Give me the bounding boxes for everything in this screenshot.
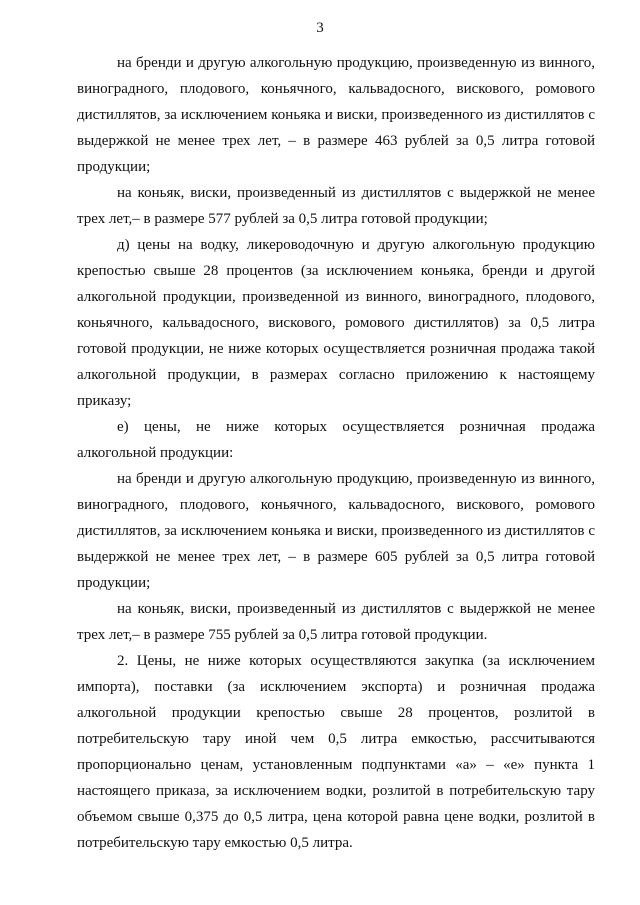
document-body — [77, 50, 595, 856]
paragraph-cognac-purchase: на коньяк, виски, произведенный из дистиллятов с выдержкой не менее трех лет,– в размере 577 рублей за 0,5 литра готовой продукции; — [77, 185, 595, 227]
page-number: 3 — [316, 20, 324, 36]
paragraph-subitem-d: д) цены на водку, ликероводочную и другую алкогольную продукцию крепостью свыше 28 процентов (за исключением коньяка, бренди и другой алкогольной продукции, произведенной из винного, виноградного, плодового, коньячного, кальвадосного, вискового, ромового дистиллятов) за 0,5 литра готовой продукции, не ниже которых осуществляется розничная продажа такой алкогольной продукции, в размерах согласно приложению к настоящему приказу; — [77, 237, 595, 409]
paragraph-brandy-retail: на бренди и другую алкогольную продукцию, произведенную из винного, виноградного, плодового, коньячного, кальвадосного, вискового, ромового дистиллятов, за исключением коньяка и виски, произведенного из дистиллятов с выдержкой не менее трех лет, – в размере 605 рублей за 0,5 литра готовой продукции; — [77, 471, 595, 591]
paragraph-item-2: 2. Цены, не ниже которых осуществляются закупка (за исключением импорта), поставки (за исключением экспорта) и розничная продажа алкогольной продукции крепостью свыше 28 процентов, розлитой в потребительскую тару иной чем 0,5 литра емкостью, рассчитываются пропорционально ценам, установленным подпунктами «а» – «е» пункта 1 настоящего приказа, за исключением водки, розлитой в потребительскую тару объемом свыше 0,375 до 0,5 литра, цена которой равна цене водки, розлитой в потребительскую тару емкостью 0,5 литра. — [77, 653, 595, 851]
paragraph-brandy-purchase: на бренди и другую алкогольную продукцию, произведенную из винного, виноградного, плодового, коньячного, кальвадосного, вискового, ромового дистиллятов, за исключением коньяка и виски, произведенного из дистиллятов с выдержкой не менее трех лет, – в размере 463 рублей за 0,5 литра готовой продукции; — [77, 55, 595, 175]
paragraph-subitem-e: е) цены, не ниже которых осуществляется розничная продажа алкогольной продукции: — [77, 419, 595, 461]
paragraph-cognac-retail: на коньяк, виски, произведенный из дистиллятов с выдержкой не менее трех лет,– в размере 755 рублей за 0,5 литра готовой продукции. — [77, 601, 595, 643]
